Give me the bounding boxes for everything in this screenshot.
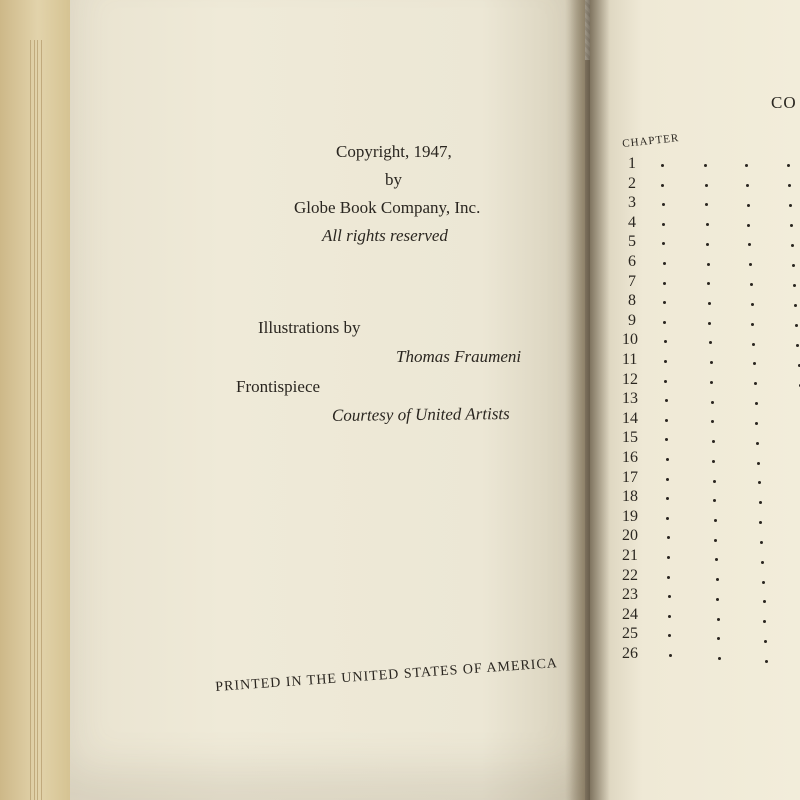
chapter-number: 10 (622, 331, 638, 349)
chapter-number: 22 (622, 566, 638, 584)
contents-page (590, 0, 800, 800)
leader-dot (664, 340, 667, 343)
leader-dot (708, 322, 711, 325)
frontispiece-label: Frontispiece (236, 377, 321, 396)
leader-dot (666, 458, 669, 461)
leader-dot (757, 462, 760, 465)
leader-dot (669, 654, 672, 657)
leader-dot (711, 401, 714, 404)
chapter-number: 5 (628, 233, 636, 251)
leader-dot (710, 381, 713, 384)
leader-dot (717, 637, 720, 640)
leader-dot (666, 478, 669, 481)
leader-dot (791, 244, 794, 247)
leader-dot (665, 419, 668, 422)
chapter-number: 16 (622, 449, 638, 466)
leader-dot (664, 380, 667, 383)
leader-dot (664, 360, 667, 363)
leader-dot (662, 242, 665, 245)
leader-dot (787, 164, 790, 167)
leader-dot (713, 480, 716, 483)
leader-dot (745, 164, 748, 167)
leader-dot (667, 536, 670, 539)
leader-dot (707, 263, 710, 266)
leader-dot (710, 361, 713, 364)
leader-dot (755, 402, 758, 405)
leader-dot (751, 303, 754, 306)
leader-dot (705, 184, 708, 187)
chapter-number: 1 (628, 155, 636, 172)
leader-dot (707, 282, 710, 285)
leader-dot (792, 264, 795, 267)
chapter-number: 2 (628, 174, 636, 192)
leader-dot (705, 203, 708, 206)
leader-dot (712, 460, 715, 463)
chapter-number: 15 (622, 429, 638, 447)
leader-dot (790, 224, 793, 227)
leader-dot (756, 442, 759, 445)
leader-dot (662, 223, 665, 226)
leader-dot (753, 362, 756, 365)
leader-dot (765, 660, 768, 663)
rights-reserved: All rights reserved (322, 226, 448, 245)
leader-dot (715, 558, 718, 561)
leader-dot (667, 576, 670, 579)
chapter-number: 6 (628, 253, 636, 270)
leader-dot (751, 323, 754, 326)
leader-dot (665, 438, 668, 441)
leader-dot (704, 164, 707, 167)
copyright-line: Copyright, 1947, (336, 142, 452, 161)
chapter-number: 11 (622, 351, 638, 368)
leader-dot (713, 499, 716, 502)
chapter-number: 13 (622, 390, 638, 408)
by-line: by (385, 170, 402, 189)
leader-dot (666, 497, 669, 500)
leader-dot (661, 184, 664, 187)
leader-dot (711, 420, 714, 423)
leader-dot (759, 521, 762, 524)
leader-dot (714, 519, 717, 522)
leader-dot (663, 321, 666, 324)
leader-dot (708, 302, 711, 305)
leader-dot (795, 324, 798, 327)
leader-dot (717, 618, 720, 621)
leader-dot (796, 344, 799, 347)
chapter-number: 26 (622, 645, 638, 662)
leader-dot (763, 600, 766, 603)
leader-dot (716, 578, 719, 581)
chapter-number: 9 (628, 311, 636, 329)
leader-dot (793, 284, 796, 287)
printed-in-usa: PRINTED IN THE UNITED STATES OF AMERICA (214, 656, 559, 696)
leader-dot (663, 282, 666, 285)
leader-dot (750, 283, 753, 286)
chapter-number: 3 (628, 194, 636, 212)
leader-dot (712, 440, 715, 443)
leader-dot (748, 243, 751, 246)
chapter-number: 23 (622, 586, 638, 604)
leader-dot (754, 382, 757, 385)
leader-dot (718, 657, 721, 660)
publisher-name: Globe Book Company, Inc. (294, 198, 481, 217)
leader-dot (762, 581, 765, 584)
chapter-number: 19 (622, 507, 638, 525)
leader-dot (661, 164, 664, 167)
leader-dot (760, 541, 763, 544)
chapter-number: 7 (628, 272, 636, 290)
leader-dot (746, 184, 749, 187)
leader-dot (761, 561, 764, 564)
frontispiece-credit: Courtesy of United Artists (331, 404, 510, 425)
leader-dot (662, 203, 665, 206)
leader-dot (709, 341, 712, 344)
leader-dot (749, 263, 752, 266)
leader-dot (755, 422, 758, 425)
chapter-number: 18 (622, 488, 638, 506)
chapter-number: 12 (622, 370, 638, 388)
leader-dot (706, 223, 709, 226)
leader-dot (714, 539, 717, 542)
chapter-number: 21 (622, 547, 638, 564)
leader-dot (747, 204, 750, 207)
book-gutter (565, 0, 610, 800)
leader-dot (788, 184, 791, 187)
leader-dot (794, 304, 797, 307)
chapter-label: CHAPTER (621, 132, 680, 150)
leader-dot (763, 620, 766, 623)
chapter-number: 8 (628, 292, 636, 310)
chapter-number: 25 (622, 625, 638, 643)
leader-dot (668, 595, 671, 598)
leader-dot (667, 556, 670, 559)
chapter-number: 24 (622, 605, 638, 623)
leader-dot (789, 204, 792, 207)
illustrator-name: Thomas Fraumeni (396, 347, 522, 366)
chapter-number: 4 (628, 213, 636, 231)
leader-dot (663, 301, 666, 304)
leader-dot (747, 224, 750, 227)
leader-dot (665, 399, 668, 402)
leader-dot (668, 615, 671, 618)
contents-heading: CO (771, 93, 797, 112)
chapter-number: 17 (622, 468, 638, 486)
leader-dot (706, 243, 709, 246)
leader-dot (716, 598, 719, 601)
chapter-number: 14 (622, 409, 638, 427)
leader-dot (752, 343, 755, 346)
illustrations-label: Illustrations by (258, 318, 361, 337)
leader-dot (666, 517, 669, 520)
leader-dot (764, 640, 767, 643)
leader-dot (663, 262, 666, 265)
leader-dot (668, 634, 671, 637)
copyright-page (70, 0, 585, 800)
chapter-number: 20 (622, 527, 638, 545)
leader-dot (758, 481, 761, 484)
leader-dot (759, 501, 762, 504)
